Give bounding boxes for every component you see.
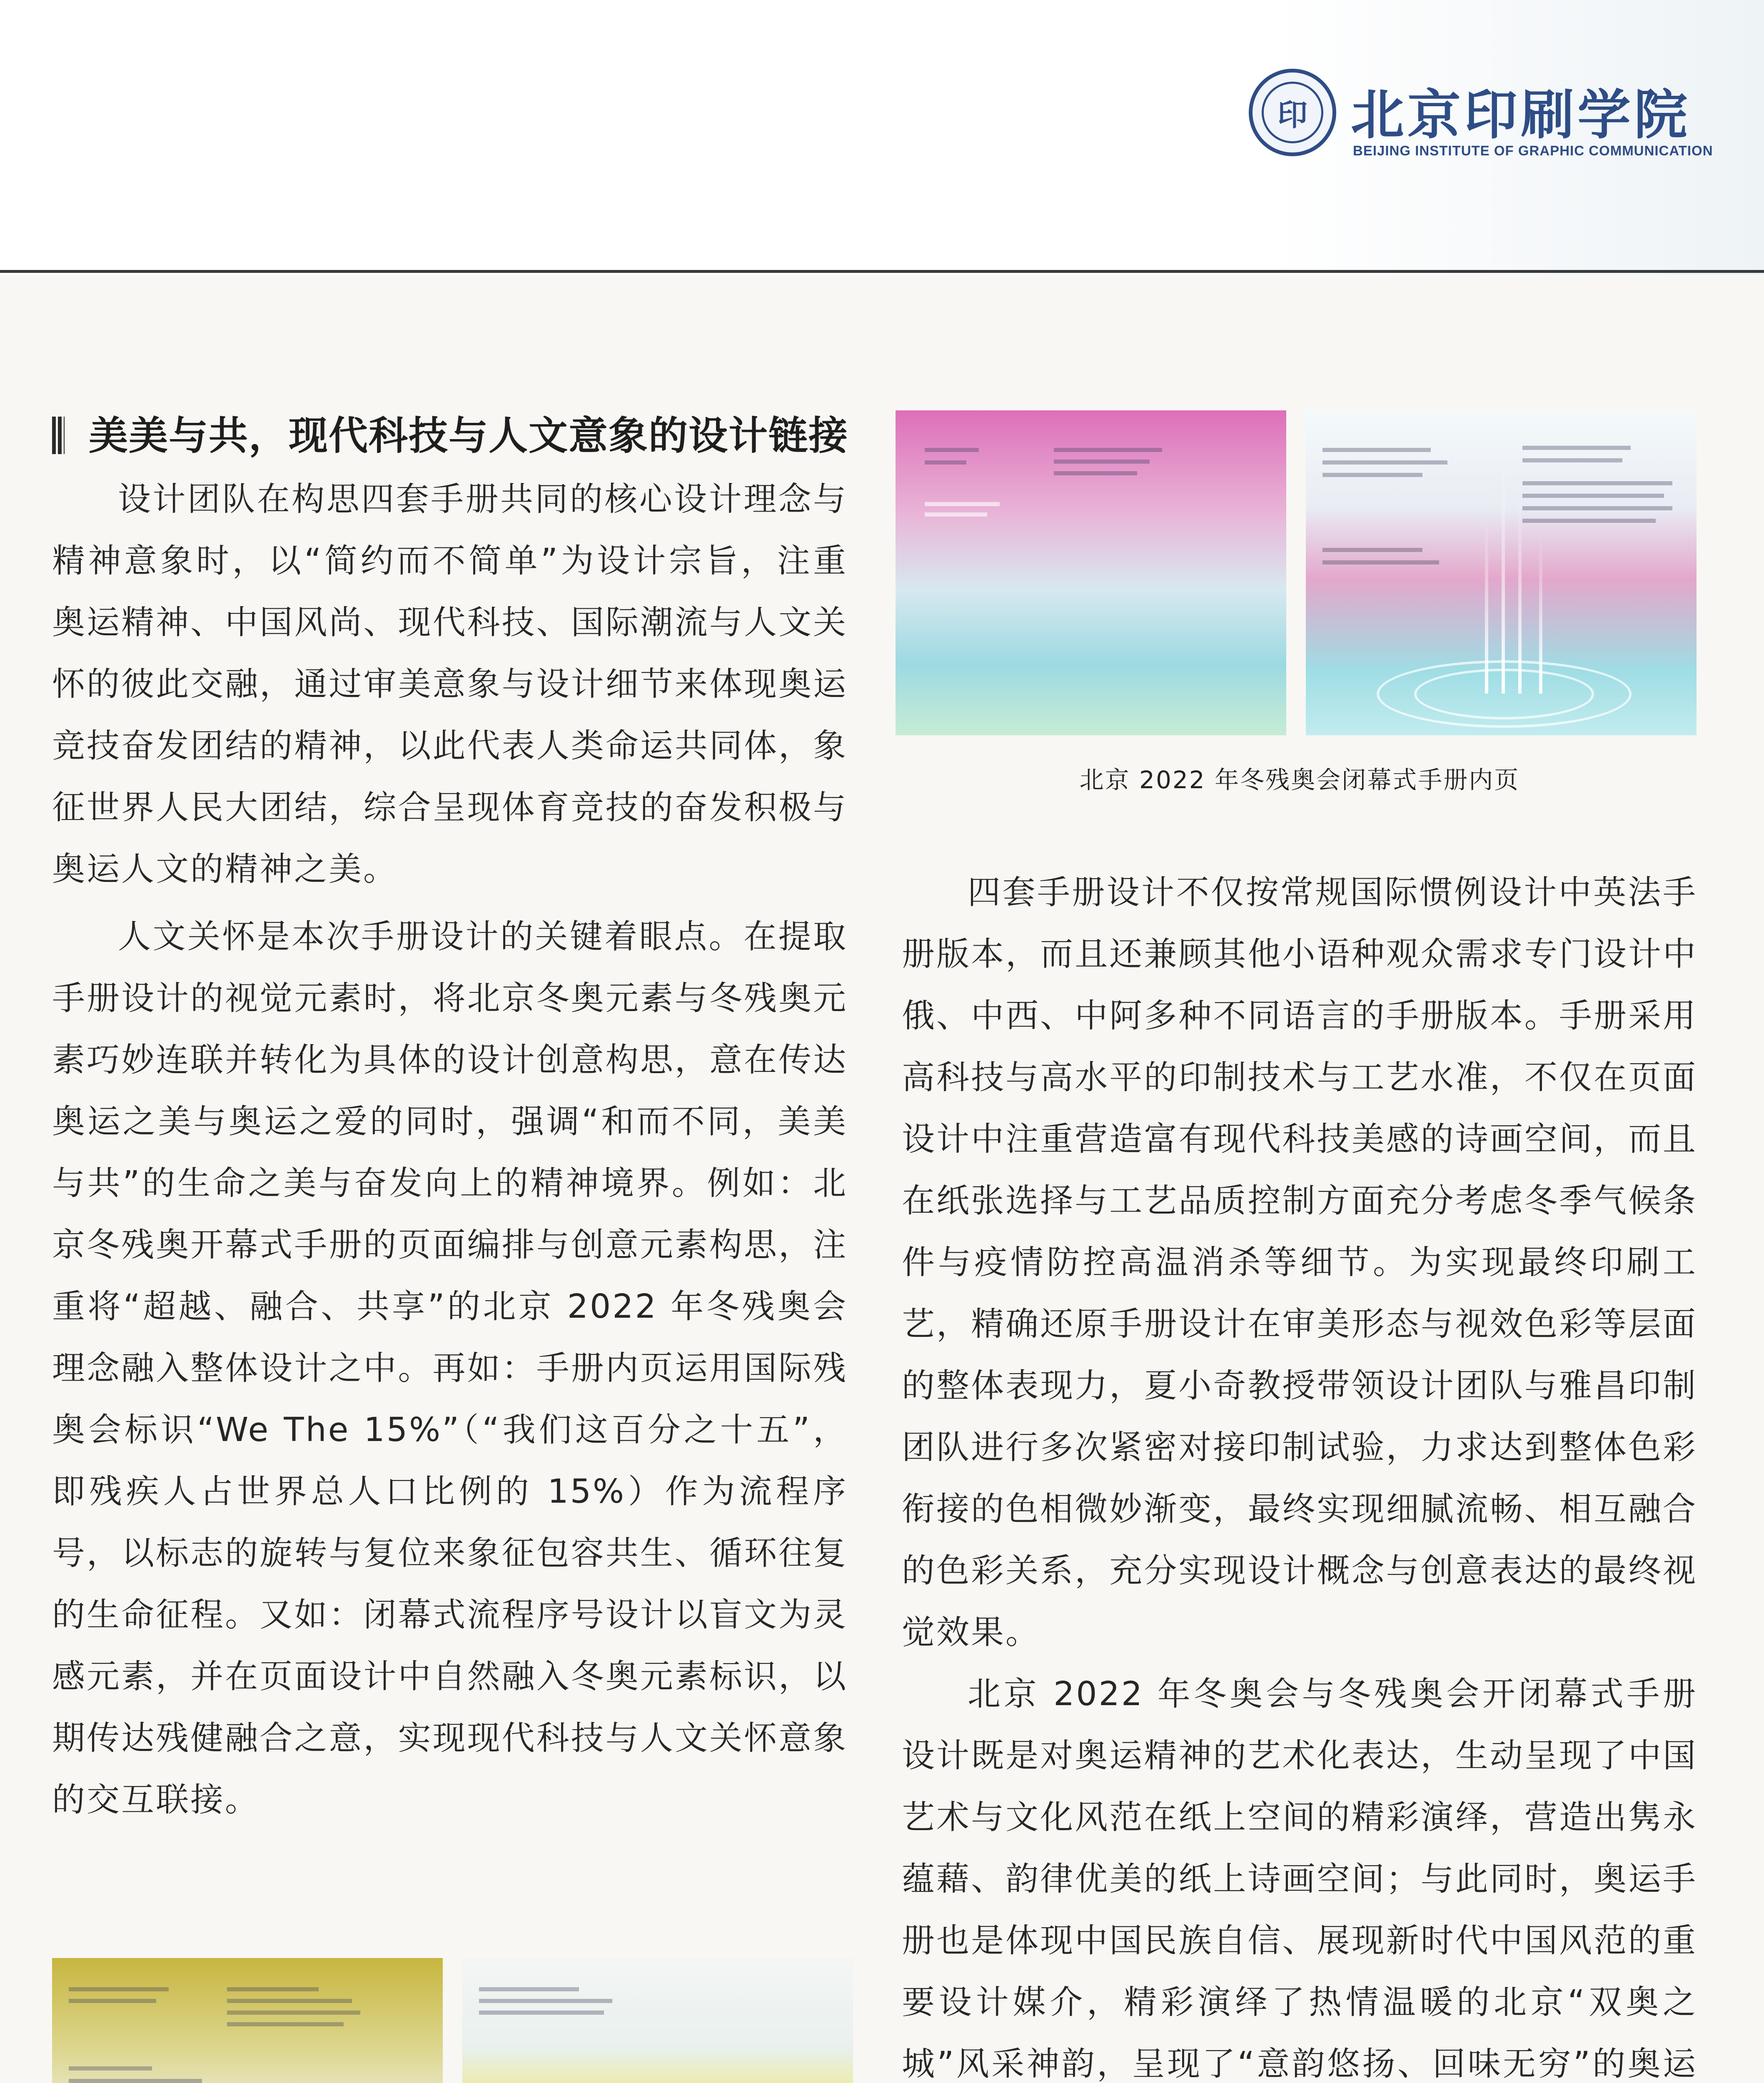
- section-title: 美美与共，现代科技与人文意象的设计链接: [89, 413, 849, 459]
- opening-ceremony-figure: [52, 1958, 860, 2083]
- opening-handbook-page-right: [462, 1958, 853, 2083]
- figure-caption: 北京 2022 年冬残奥会闭幕式手册内页: [1079, 766, 1520, 794]
- header-divider: [0, 270, 1764, 273]
- body-paragraph: 四套手册设计不仅按常规国际惯例设计中英法手册版本，而且还兼顾其他小语种观众需求专门设计中俄、中西、中阿多种不同语言的手册版本。手册采用高科技与高水平的印制技术与工艺水准，不仅在页面设计中注重营造富有现代科技美感的诗画空间，而且在纸张选择与工艺品质控制方面充分考虑冬季气候条件与疫情防控高温消杀等细节。为实现最终印刷工艺，精确还原手册设计在审美形态与视效色彩等层面的整体表现力，夏小奇教授带领设计团队与雅昌印制团队进行多次紧密对接印制试验，力求达到整体色彩衔接的色相微妙渐变，最终实现细腻流畅、相互融合的色彩关系，充分实现设计概念与创意表达的最终视觉效果。: [902, 873, 1697, 1651]
- closing-handbook-page-right: [1306, 410, 1697, 735]
- heading-bar-icon: [52, 417, 65, 454]
- opening-handbook-page-left: [52, 1958, 443, 2083]
- left-column: [52, 400, 848, 1831]
- right-column: [902, 862, 1697, 2083]
- closing-handbook-page-left: [896, 410, 1286, 735]
- body-paragraph: 设计团队在构思四套手册共同的核心设计理念与精神意象时，以“简约而不简单”为设计宗旨，注重奥运精神、中国风尚、现代科技、国际潮流与人文关怀的彼此交融，通过审美意象与设计细节来体现奥运竞技奋发团结的精神，以此代表人类命运共同体，象征世界人民大团结，综合呈现体育竞技的奋发积极与奥运人文的精神之美。: [52, 480, 848, 888]
- logo-chinese-name: 北京印刷学院: [1351, 84, 1691, 146]
- logo-english-name: BEIJING INSTITUTE OF GRAPHIC COMMUNICATION: [1353, 143, 1713, 158]
- seal-glyph: 印: [1277, 97, 1307, 132]
- closing-ceremony-figure: [896, 410, 1704, 794]
- closing-paragraph-text: 北京 2022 年冬奥会与冬残奥会开闭幕式手册设计既是对奥运精神的艺术化表达，生动呈现了中国艺术与文化风范在纸上空间的精彩演绎，营造出隽永蕴藉、韵律优美的纸上诗画空间；与此同时，奥运手册也是体现中国民族自信、展现新时代中国风范的重要设计媒介，精彩演绎了热情温暖的北京“双奥之城”风采神韵，呈现了“意韵悠扬、回味无穷”的奥运: [902, 1675, 1697, 2083]
- body-paragraph: 人文关怀是本次手册设计的关键着眼点。在提取手册设计的视觉元素时，将北京冬奥元素与冬残奥元素巧妙连联并转化为具体的设计创意构思，意在传达奥运之美与奥运之爱的同时，强调“和而不同，美美与共”的生命之美与奋发向上的精神境界。例如：北京冬残奥开幕式手册的页面编排与创意元素构思，注重将“超越、融合、共享”的北京 2022 年冬残奥会理念融入整体设计之中。再如：手册内页运用国际残奥会标识“We The 15%”（“我们这百分之十五”，即残疾人占世界总人口比例的 15%）作为流程序号，以标志的旋转与复位来象征包容共生、循环往复的生命征程。又如：闭幕式流程序号设计以盲文为灵感元素，并在页面设计中自然融入冬奥元素标识，以期传达残健融合之意，实现现代科技与人文关怀意象的交互联接。: [52, 917, 848, 1819]
- body-paragraph: [902, 1663, 1697, 2083]
- section-heading: [52, 400, 848, 462]
- institute-seal-icon: [1249, 69, 1336, 156]
- institute-logo: [1249, 69, 1713, 169]
